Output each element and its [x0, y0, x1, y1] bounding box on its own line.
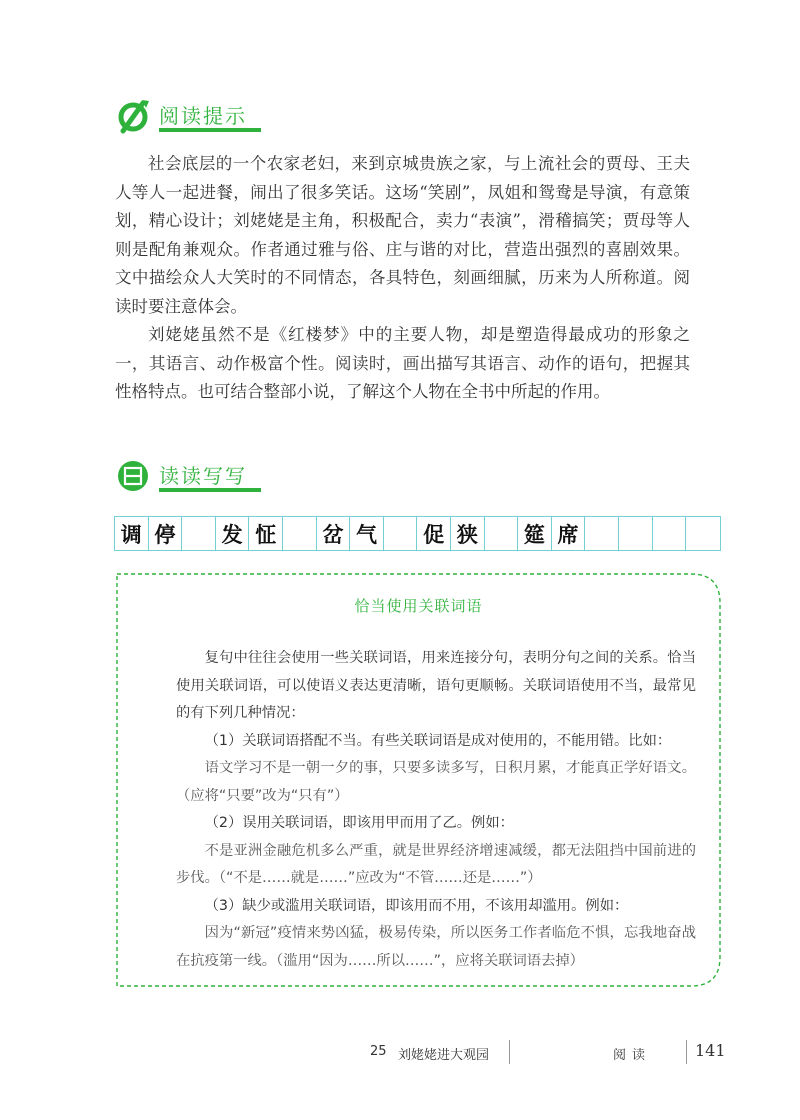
read-write-title: 读读写写 — [159, 464, 247, 488]
grid-cell — [653, 517, 687, 550]
reading-hint-paragraph: 社会底层的一个农家老妇，来到京城贵族之家，与上流社会的贾母、王夫人等人一起进餐，闹出了很多笑话。这场“笑剧”，凤姐和鸳鸯是导演，有意策划，精心设计；刘姥姥是主角，积极配合，卖力“表演”，滑稽搞笑；贾母等人则是配角兼观众。作者通过雅与俗、庄与谐的对比，营造出强烈的喜剧效果。文中描绘众人大笑时的不同情态，各具特色，刻画细腻，历来为人所称道。阅读时要注意体会。 — [115, 154, 690, 316]
tip-paragraph: （2）误用关联词语，即该用甲而用了乙。例如： — [204, 815, 514, 831]
grid-cell: 促 — [417, 517, 451, 550]
grid-cell — [384, 517, 418, 550]
tip-box-content — [176, 645, 696, 975]
grid-cell — [182, 517, 216, 550]
tip-example: 语文学习不是一朝一夕的事，只要多读多写，日积月累，才能真正学好语文。（应将“只要”改为“只有”） — [176, 760, 696, 804]
footer-divider — [509, 1040, 510, 1064]
grid-cell: 停 — [149, 517, 183, 550]
page-number: 141 — [695, 1041, 726, 1060]
grid-cell: 怔 — [249, 517, 283, 550]
grid-cell: 狭 — [451, 517, 485, 550]
tip-paragraph: （1）关联词语搭配不当。有些关联词语是成对使用的，不能用错。比如： — [204, 732, 672, 749]
grid-cell: 筵 — [518, 517, 552, 550]
tip-box-title: 恰当使用关联词语 — [354, 597, 483, 615]
tip-box — [116, 573, 721, 987]
grid-cell: 调 — [115, 517, 149, 550]
writing-grid — [114, 516, 721, 551]
reading-hint-paragraph: 刘姥姥虽然不是《红楼梦》中的主要人物，却是塑造得最成功的形象之一，其语言、动作极富个性。阅读时，画出描写其语言、动作的语句，把握其性格特点。也可结合整部小说，了解这个人物在全书中所起的作用。 — [115, 325, 690, 401]
grid-cell — [485, 517, 519, 550]
footer-divider — [686, 1040, 687, 1064]
grid-cell — [686, 517, 720, 550]
unit-label: 阅读 — [613, 1048, 652, 1063]
grid-cell: 发 — [216, 517, 250, 550]
read-write-underline — [159, 488, 261, 492]
lesson-number: 25 — [370, 1044, 387, 1059]
tip-example: 因为“新冠”疫情来势凶猛，极易传染，所以医务工作者临危不惧，忘我地奋战在抗疫第一线。（滥用“因为……所以……”，应将关联词语去掉） — [176, 925, 696, 969]
page-footer — [0, 1040, 800, 1064]
tip-example: 不是亚洲金融危机多么严重，就是世界经济增速减缓，都无法阻挡中国前进的步伐。（“不是……就是……”应改为“不管……还是……”） — [176, 842, 696, 886]
grid-cell: 岔 — [317, 517, 351, 550]
tip-paragraph: （3）缺少或滥用关联词语，即该用而不用，不该用却滥用。例如： — [204, 897, 629, 914]
grid-cell: 气 — [350, 517, 384, 550]
grid-cell — [619, 517, 653, 550]
grid-cell — [283, 517, 317, 550]
reading-hint-underline — [159, 128, 261, 132]
reading-hint-title: 阅读提示 — [159, 104, 247, 128]
reading-hint-icon — [115, 98, 151, 134]
grid-cell: 席 — [552, 517, 586, 550]
lesson-title: 刘姥姥进大观园 — [398, 1048, 490, 1063]
tip-paragraph: 复句中往往会使用一些关联词语，用来连接分句，表明分句之间的关系。恰当使用关联词语，可以使语义表达更清晰，语句更顺畅。关联词语使用不当，最常见的有下列几种情况： — [176, 650, 696, 721]
read-write-icon — [115, 458, 151, 494]
reading-hint-body — [115, 150, 690, 407]
grid-cell — [585, 517, 619, 550]
